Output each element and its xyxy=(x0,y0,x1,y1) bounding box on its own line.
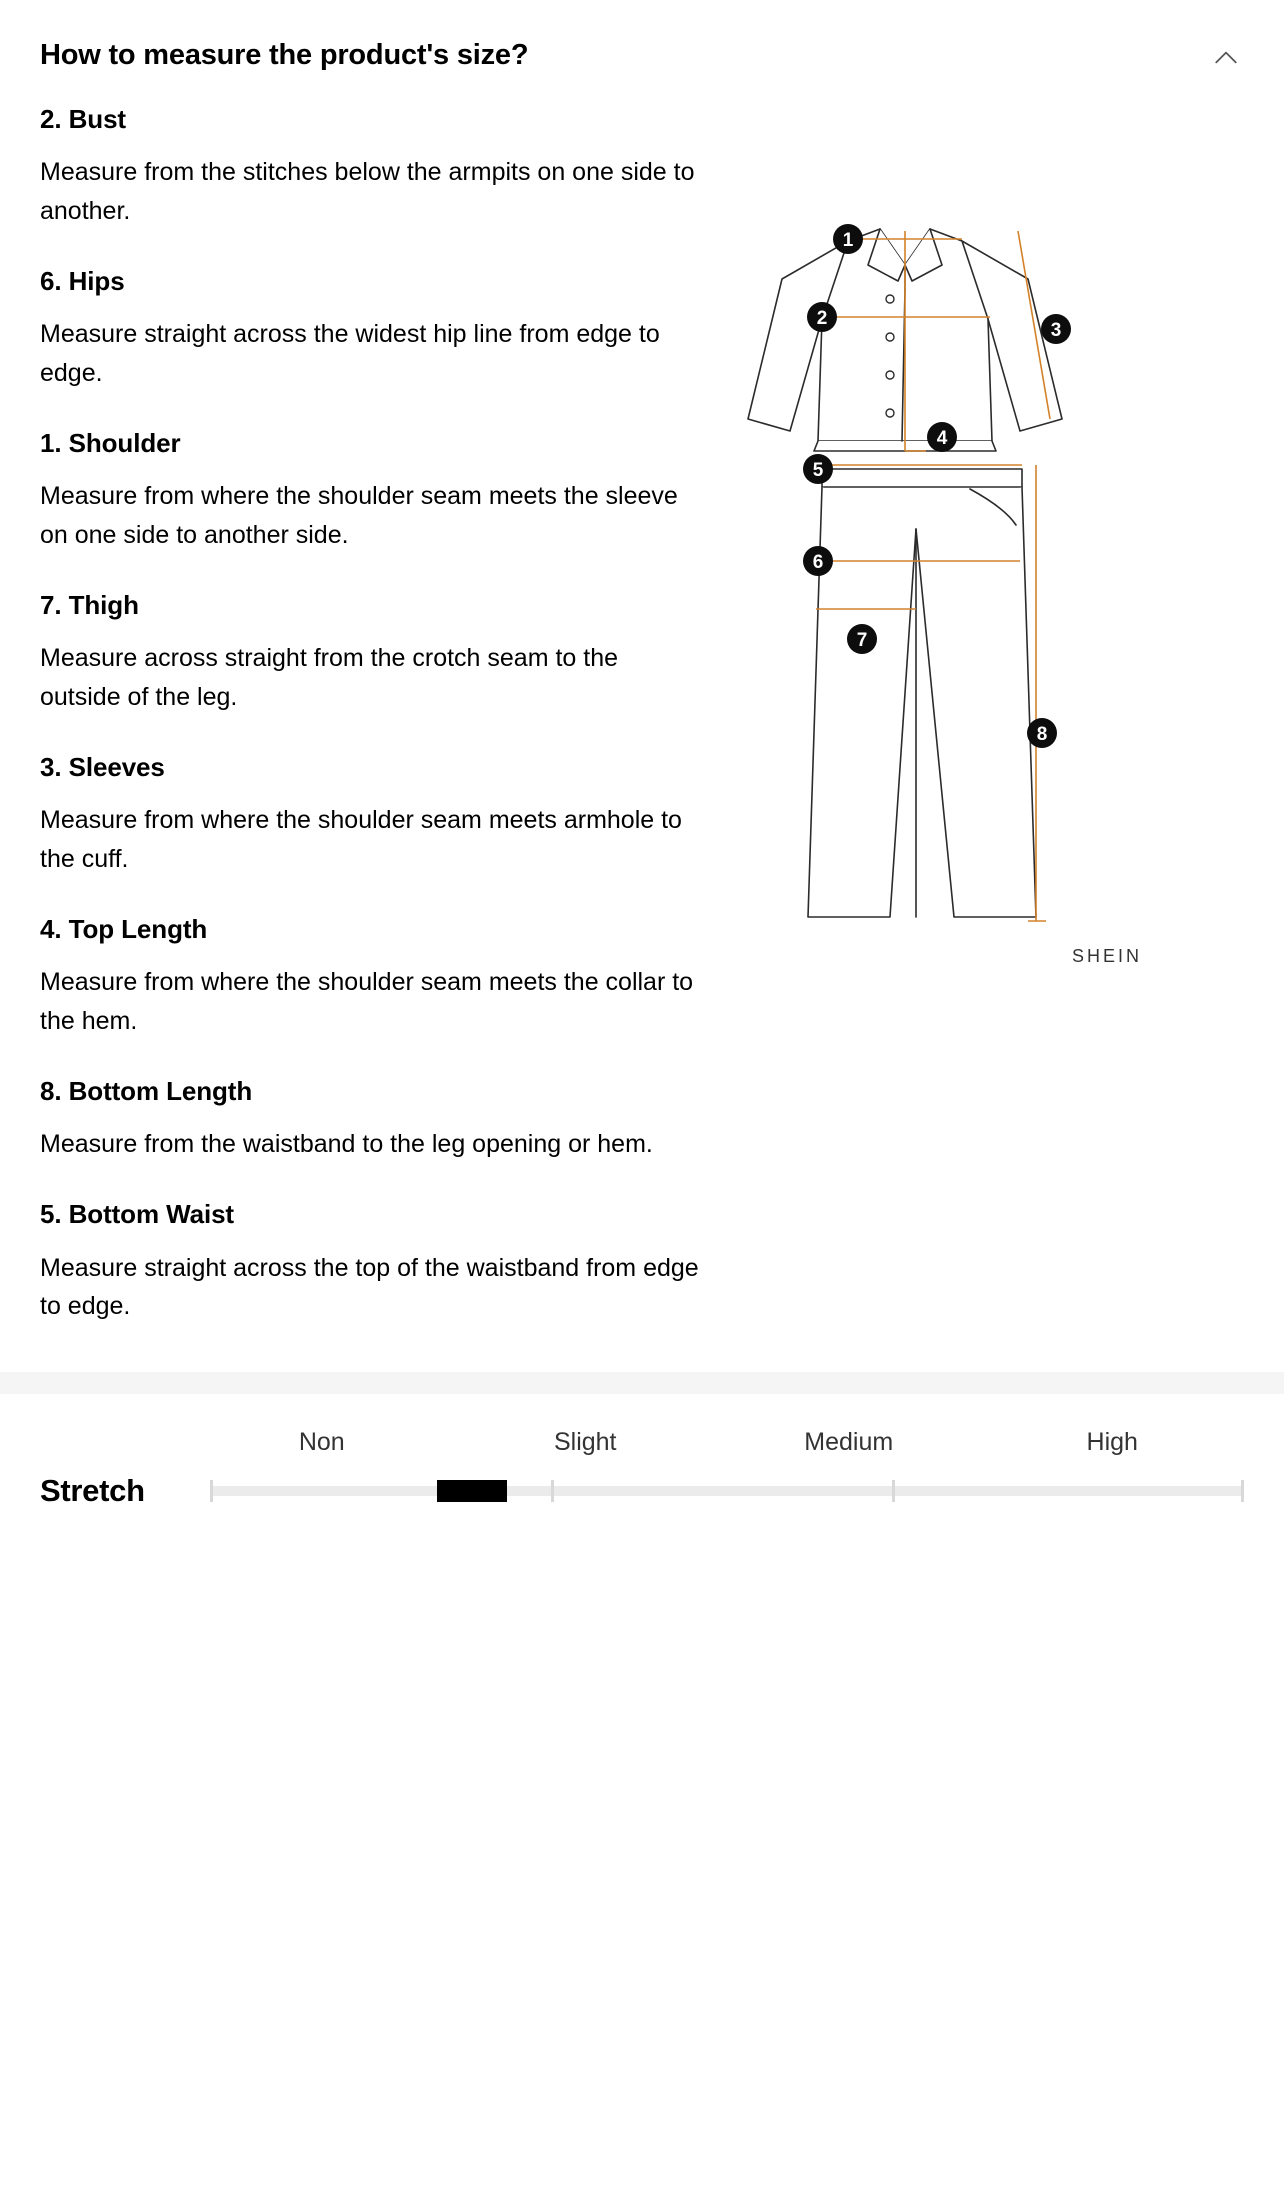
measurement-description: Measure across straight from the crotch seam to the outside of the leg. xyxy=(40,644,619,712)
measurement-name: 8. Bottom Length xyxy=(40,1075,253,1106)
stretch-label-slight: Slight xyxy=(553,1428,617,1457)
stretch-row xyxy=(40,1473,1244,1509)
measure-guide-header xyxy=(0,0,1284,81)
svg-text:1: 1 xyxy=(842,229,854,251)
svg-text:6: 6 xyxy=(812,551,824,573)
stretch-slider[interactable] xyxy=(210,1476,1244,1506)
measurement-name: 2. Bust xyxy=(40,103,126,134)
measurement-name: 6. Hips xyxy=(40,265,125,296)
measurement-name: 5. Bottom Waist xyxy=(40,1199,234,1230)
svg-text:7: 7 xyxy=(856,629,868,651)
list-item xyxy=(40,589,720,717)
measurement-description: Measure from where the shoulder seam meets the sleeve on one side to another side. xyxy=(40,482,678,550)
stretch-label-non: Non xyxy=(298,1428,345,1457)
stretch-tick-high xyxy=(1241,1480,1244,1502)
measurement-name: 1. Shoulder xyxy=(40,427,181,458)
measurement-name: 4. Top Length xyxy=(40,913,208,944)
measurement-description: Measure from where the shoulder seam meets the collar to the hem. xyxy=(40,968,694,1036)
svg-text:3: 3 xyxy=(1050,319,1062,341)
stretch-scale-labels xyxy=(40,1428,1244,1457)
stretch-track xyxy=(210,1486,1244,1496)
svg-text:2: 2 xyxy=(816,307,828,329)
measurement-description: Measure from the waistband to the leg opening or hem. xyxy=(40,1130,653,1159)
list-item xyxy=(40,1075,720,1164)
chevron-up-icon xyxy=(1213,45,1239,71)
svg-text:8: 8 xyxy=(1036,723,1048,745)
measurement-description: Measure straight across the widest hip line from edge to edge. xyxy=(40,320,660,388)
list-item xyxy=(40,751,720,879)
stretch-tick-slight xyxy=(551,1480,554,1502)
measurement-diagram-column xyxy=(720,81,1284,966)
brand-watermark: SHEIN xyxy=(1071,945,1142,966)
svg-text:5: 5 xyxy=(812,459,824,481)
collapse-section-button[interactable] xyxy=(1198,30,1254,86)
stretch-title: Stretch xyxy=(40,1473,145,1509)
svg-text:4: 4 xyxy=(936,427,948,449)
measurement-description: Measure straight across the top of the waistband from edge to edge. xyxy=(40,1253,699,1321)
garment-diagram-svg xyxy=(730,169,1150,959)
stretch-knob[interactable] xyxy=(437,1480,507,1502)
list-item xyxy=(40,1198,720,1326)
stretch-label-medium: Medium xyxy=(804,1428,894,1457)
measurement-description: Measure from the stitches below the armpits on one side to another. xyxy=(40,158,695,226)
stretch-section xyxy=(0,1394,1284,1509)
measurement-definitions-list xyxy=(0,81,720,1326)
measurement-name: 3. Sleeves xyxy=(40,751,165,782)
stretch-tick-non xyxy=(210,1480,213,1502)
list-item xyxy=(40,103,720,231)
list-item xyxy=(40,427,720,555)
list-item xyxy=(40,913,720,1041)
measurement-name: 7. Thigh xyxy=(40,589,139,620)
measurement-description: Measure from where the shoulder seam meets armhole to the cuff. xyxy=(40,806,682,874)
section-divider xyxy=(0,1372,1284,1394)
garment-measurement-diagram xyxy=(730,169,1150,966)
list-item xyxy=(40,265,720,393)
stretch-label-high: High xyxy=(1086,1428,1138,1457)
measure-guide-body xyxy=(0,81,1284,1326)
page-title: How to measure the product's size? xyxy=(40,39,529,71)
stretch-tick-medium xyxy=(892,1480,895,1502)
